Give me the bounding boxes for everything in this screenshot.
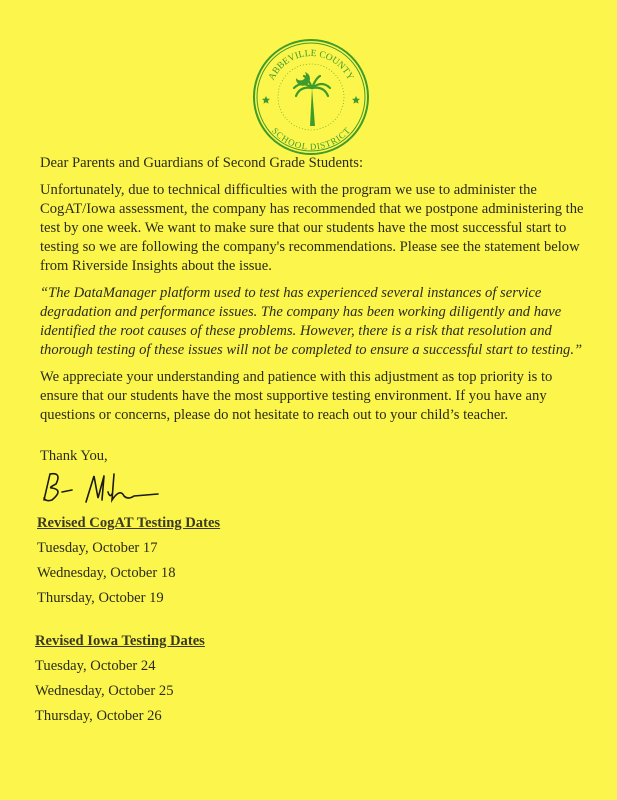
iowa-date: Wednesday, October 25 — [35, 683, 174, 699]
svg-text:SCHOOL DISTRICT: SCHOOL DISTRICT — [269, 125, 352, 152]
svg-text:ABBEVILLE COUNTY: ABBEVILLE COUNTY — [267, 48, 355, 82]
cogat-date: Wednesday, October 18 — [37, 565, 176, 581]
cogat-date: Tuesday, October 17 — [37, 540, 158, 556]
cogat-date: Thursday, October 19 — [37, 590, 164, 606]
star-icon — [352, 96, 360, 104]
iowa-dates-section — [35, 632, 588, 726]
iowa-dates-heading: Revised Iowa Testing Dates — [35, 633, 205, 649]
school-district-seal-logo — [252, 38, 370, 156]
star-icon — [262, 96, 270, 104]
closing: Thank You, — [40, 448, 108, 464]
paragraph-appreciation: We appreciate your understanding and patience with this adjustment as top priority is to ensure that our students have the most supportive testing environment. If you have any questions or concerns, please do not hesitate to reach out to your child’s teacher. — [40, 369, 553, 423]
salutation: Dear Parents and Guardians of Second Grade Students: — [40, 155, 364, 171]
letter-body — [35, 154, 588, 732]
cogat-dates-heading: Revised CogAT Testing Dates — [37, 515, 221, 531]
riverside-statement-quote: “The DataManager platform used to test has experienced several instances of service degradation and performance issues. The company has been working diligently and have identified the root causes of these problems. However, there is a risk that resolution and thorough testing of these issues will not be completed to ensure a successful start to testing.” — [40, 285, 583, 358]
iowa-date: Thursday, October 26 — [35, 708, 162, 724]
cogat-dates-section — [37, 514, 588, 608]
paragraph-postponement: Unfortunately, due to technical difficulties with the program we use to administer the CogAT/Iowa assessment, the company has recommended that we postpone administering the test by one week. We want to make sure that our students have the most successful start to testing so we are following the company's recommendations. Please see the statement below from Riverside Insights about the issue. — [40, 182, 584, 274]
iowa-date: Tuesday, October 24 — [35, 658, 156, 674]
signature — [38, 470, 168, 506]
